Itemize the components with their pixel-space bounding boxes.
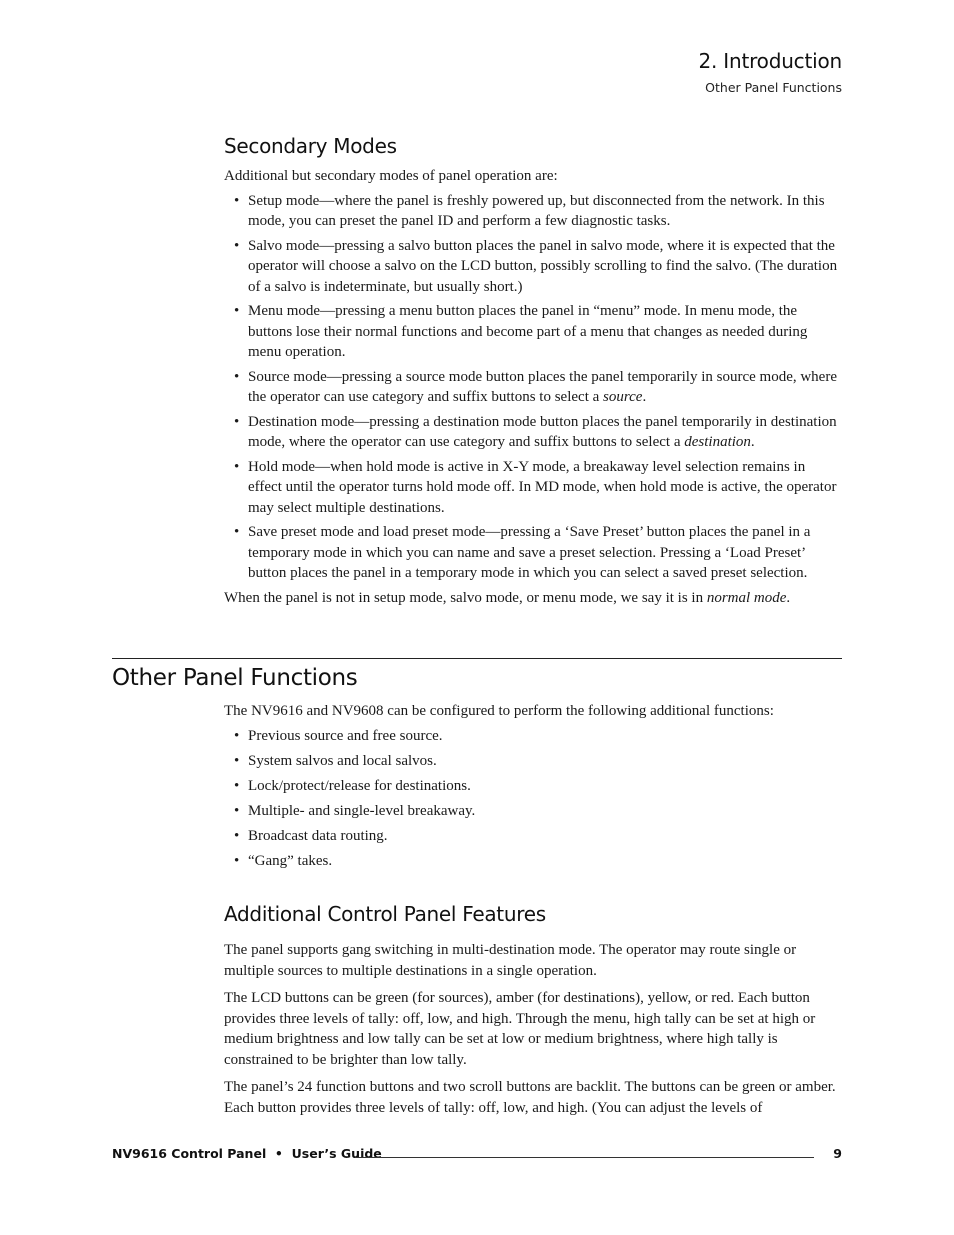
mode-description: where the panel is freshly powered up, but disconnected from the network. In this mode, you can preset the panel ID and perform a few diagnostic tasks. xyxy=(248,192,825,229)
bullet-glyph: • xyxy=(234,524,240,540)
list-item xyxy=(224,801,842,822)
emphasis-term: source xyxy=(603,389,643,405)
list-item xyxy=(224,457,842,519)
mode-term: Salvo mode xyxy=(248,237,320,254)
list-item xyxy=(224,367,842,408)
bullet-glyph: • xyxy=(234,458,240,475)
function-item: System salvos and local salvos. xyxy=(248,753,437,769)
bullet-glyph: • xyxy=(234,413,240,430)
mode-term: Hold mode xyxy=(248,458,316,475)
section-divider xyxy=(112,658,842,659)
list-item xyxy=(224,751,842,772)
bullet-glyph: • xyxy=(234,368,240,385)
em-dash: — xyxy=(315,458,331,475)
other-functions-body xyxy=(224,701,842,872)
sentence-end: . xyxy=(786,589,791,606)
mode-description: when hold mode is active in X-Y mode, a breakaway level selection remains in effect until the operator turns hold mode off. In MD mode, when hold mode is active, the operator may select multiple destinations. xyxy=(248,458,837,516)
secondary-modes-heading: Secondary Modes xyxy=(224,134,397,158)
list-item xyxy=(224,851,842,872)
list-item xyxy=(224,826,842,847)
other-intro: The NV9616 and NV9608 can be configured to perform the following additional functions: xyxy=(224,703,774,719)
em-dash: — xyxy=(319,192,335,209)
page-number: 9 xyxy=(833,1146,842,1161)
em-dash: — xyxy=(485,524,501,540)
em-dash: — xyxy=(319,237,335,254)
mode-term: Save preset mode and load preset mode xyxy=(248,524,486,540)
bullet-glyph: • xyxy=(234,778,240,794)
function-item: “Gang” takes. xyxy=(248,853,333,869)
secondary-mode-list xyxy=(224,191,842,584)
list-item xyxy=(224,726,842,747)
section-title: Other Panel Functions xyxy=(705,80,842,95)
paragraph: The LCD buttons can be green (for sources), amber (for destinations), yellow, or red. Each button provides three levels of tally: off, low, and high. Through the menu, high tally can be set at high or medium brightness and low tally can be set at low or medium brightness, where high tally is constrained to be brighter than low tally. xyxy=(224,990,816,1068)
emphasis-term: destination xyxy=(684,434,751,450)
mode-term: Setup mode xyxy=(248,192,320,209)
function-item: Broadcast data routing. xyxy=(248,828,388,844)
list-item xyxy=(224,301,842,363)
chapter-title: 2. Introduction xyxy=(698,49,842,73)
bullet-glyph: • xyxy=(234,803,240,819)
mode-description: pressing a source mode button places the panel temporarily in source mode, where the operator can use category and suffix buttons to select a xyxy=(248,368,837,405)
list-item xyxy=(224,412,842,453)
secondary-closing xyxy=(224,588,842,609)
mode-term: Destination mode xyxy=(248,413,355,430)
paragraph: The panel supports gang switching in multi-destination mode. The operator may route single or multiple sources to multiple destinations in a single operation. xyxy=(224,942,797,979)
bullet-glyph: • xyxy=(234,753,240,769)
function-list xyxy=(224,726,842,872)
bullet-glyph: • xyxy=(234,828,240,844)
list-item xyxy=(224,776,842,797)
sentence-end: . xyxy=(642,389,647,405)
em-dash: — xyxy=(320,303,336,319)
additional-features-body xyxy=(224,940,842,1118)
emphasis-term: normal mode xyxy=(706,589,787,606)
mode-description: pressing a destination mode button places the panel temporarily in destination mode, where the operator can use category and suffix buttons to select a xyxy=(248,413,837,450)
other-panel-functions-heading: Other Panel Functions xyxy=(112,665,358,691)
secondary-intro: Additional but secondary modes of panel operation are: xyxy=(224,168,558,184)
list-item xyxy=(224,236,842,298)
em-dash: — xyxy=(326,368,342,385)
em-dash: — xyxy=(354,413,370,430)
footer-rule xyxy=(356,1157,814,1158)
sentence-end: . xyxy=(750,434,755,450)
mode-term: Source mode xyxy=(248,368,327,385)
mode-description: pressing a ‘Save Preset’ button places the panel in a temporary mode in which you can name and save a preset selection. Pressing a ‘Load Preset’ button places the panel in a temporary mode in which you can select a saved preset selection. xyxy=(248,524,811,581)
additional-features-heading: Additional Control Panel Features xyxy=(224,902,546,926)
function-item: Multiple- and single-level breakaway. xyxy=(248,803,476,819)
bullet-glyph: • xyxy=(234,303,240,319)
list-item xyxy=(224,522,842,584)
bullet-glyph: • xyxy=(234,192,240,209)
mode-description: pressing a salvo button places the panel in salvo mode, where it is expected that the operator will choose a salvo on the LCD button, possibly scrolling to find the salvo. (The duration of a salvo is indeterminate, but usually short.) xyxy=(248,237,838,295)
footer-document-title: NV9616 Control Panel • User’s Guide xyxy=(112,1146,382,1161)
mode-description: pressing a menu button places the panel in “menu” mode. In menu mode, the buttons lose their normal functions and become part of a menu that changes as needed during menu operation. xyxy=(248,303,808,360)
list-item xyxy=(224,191,842,232)
function-item: Previous source and free source. xyxy=(248,728,443,744)
secondary-modes-body xyxy=(224,166,842,608)
paragraph: The panel’s 24 function buttons and two scroll buttons are backlit. The buttons can be green or amber. Each button provides three levels of tally: off, low, and high. (You can adjust the levels of xyxy=(224,1079,836,1116)
closing-text: When the panel is not in setup mode, salvo mode, or menu mode, we say it is in xyxy=(224,589,707,606)
bullet-glyph: • xyxy=(234,728,240,744)
function-item: Lock/protect/release for destinations. xyxy=(248,778,471,794)
bullet-glyph: • xyxy=(234,853,240,869)
mode-term: Menu mode xyxy=(248,303,321,319)
bullet-glyph: • xyxy=(234,237,240,254)
